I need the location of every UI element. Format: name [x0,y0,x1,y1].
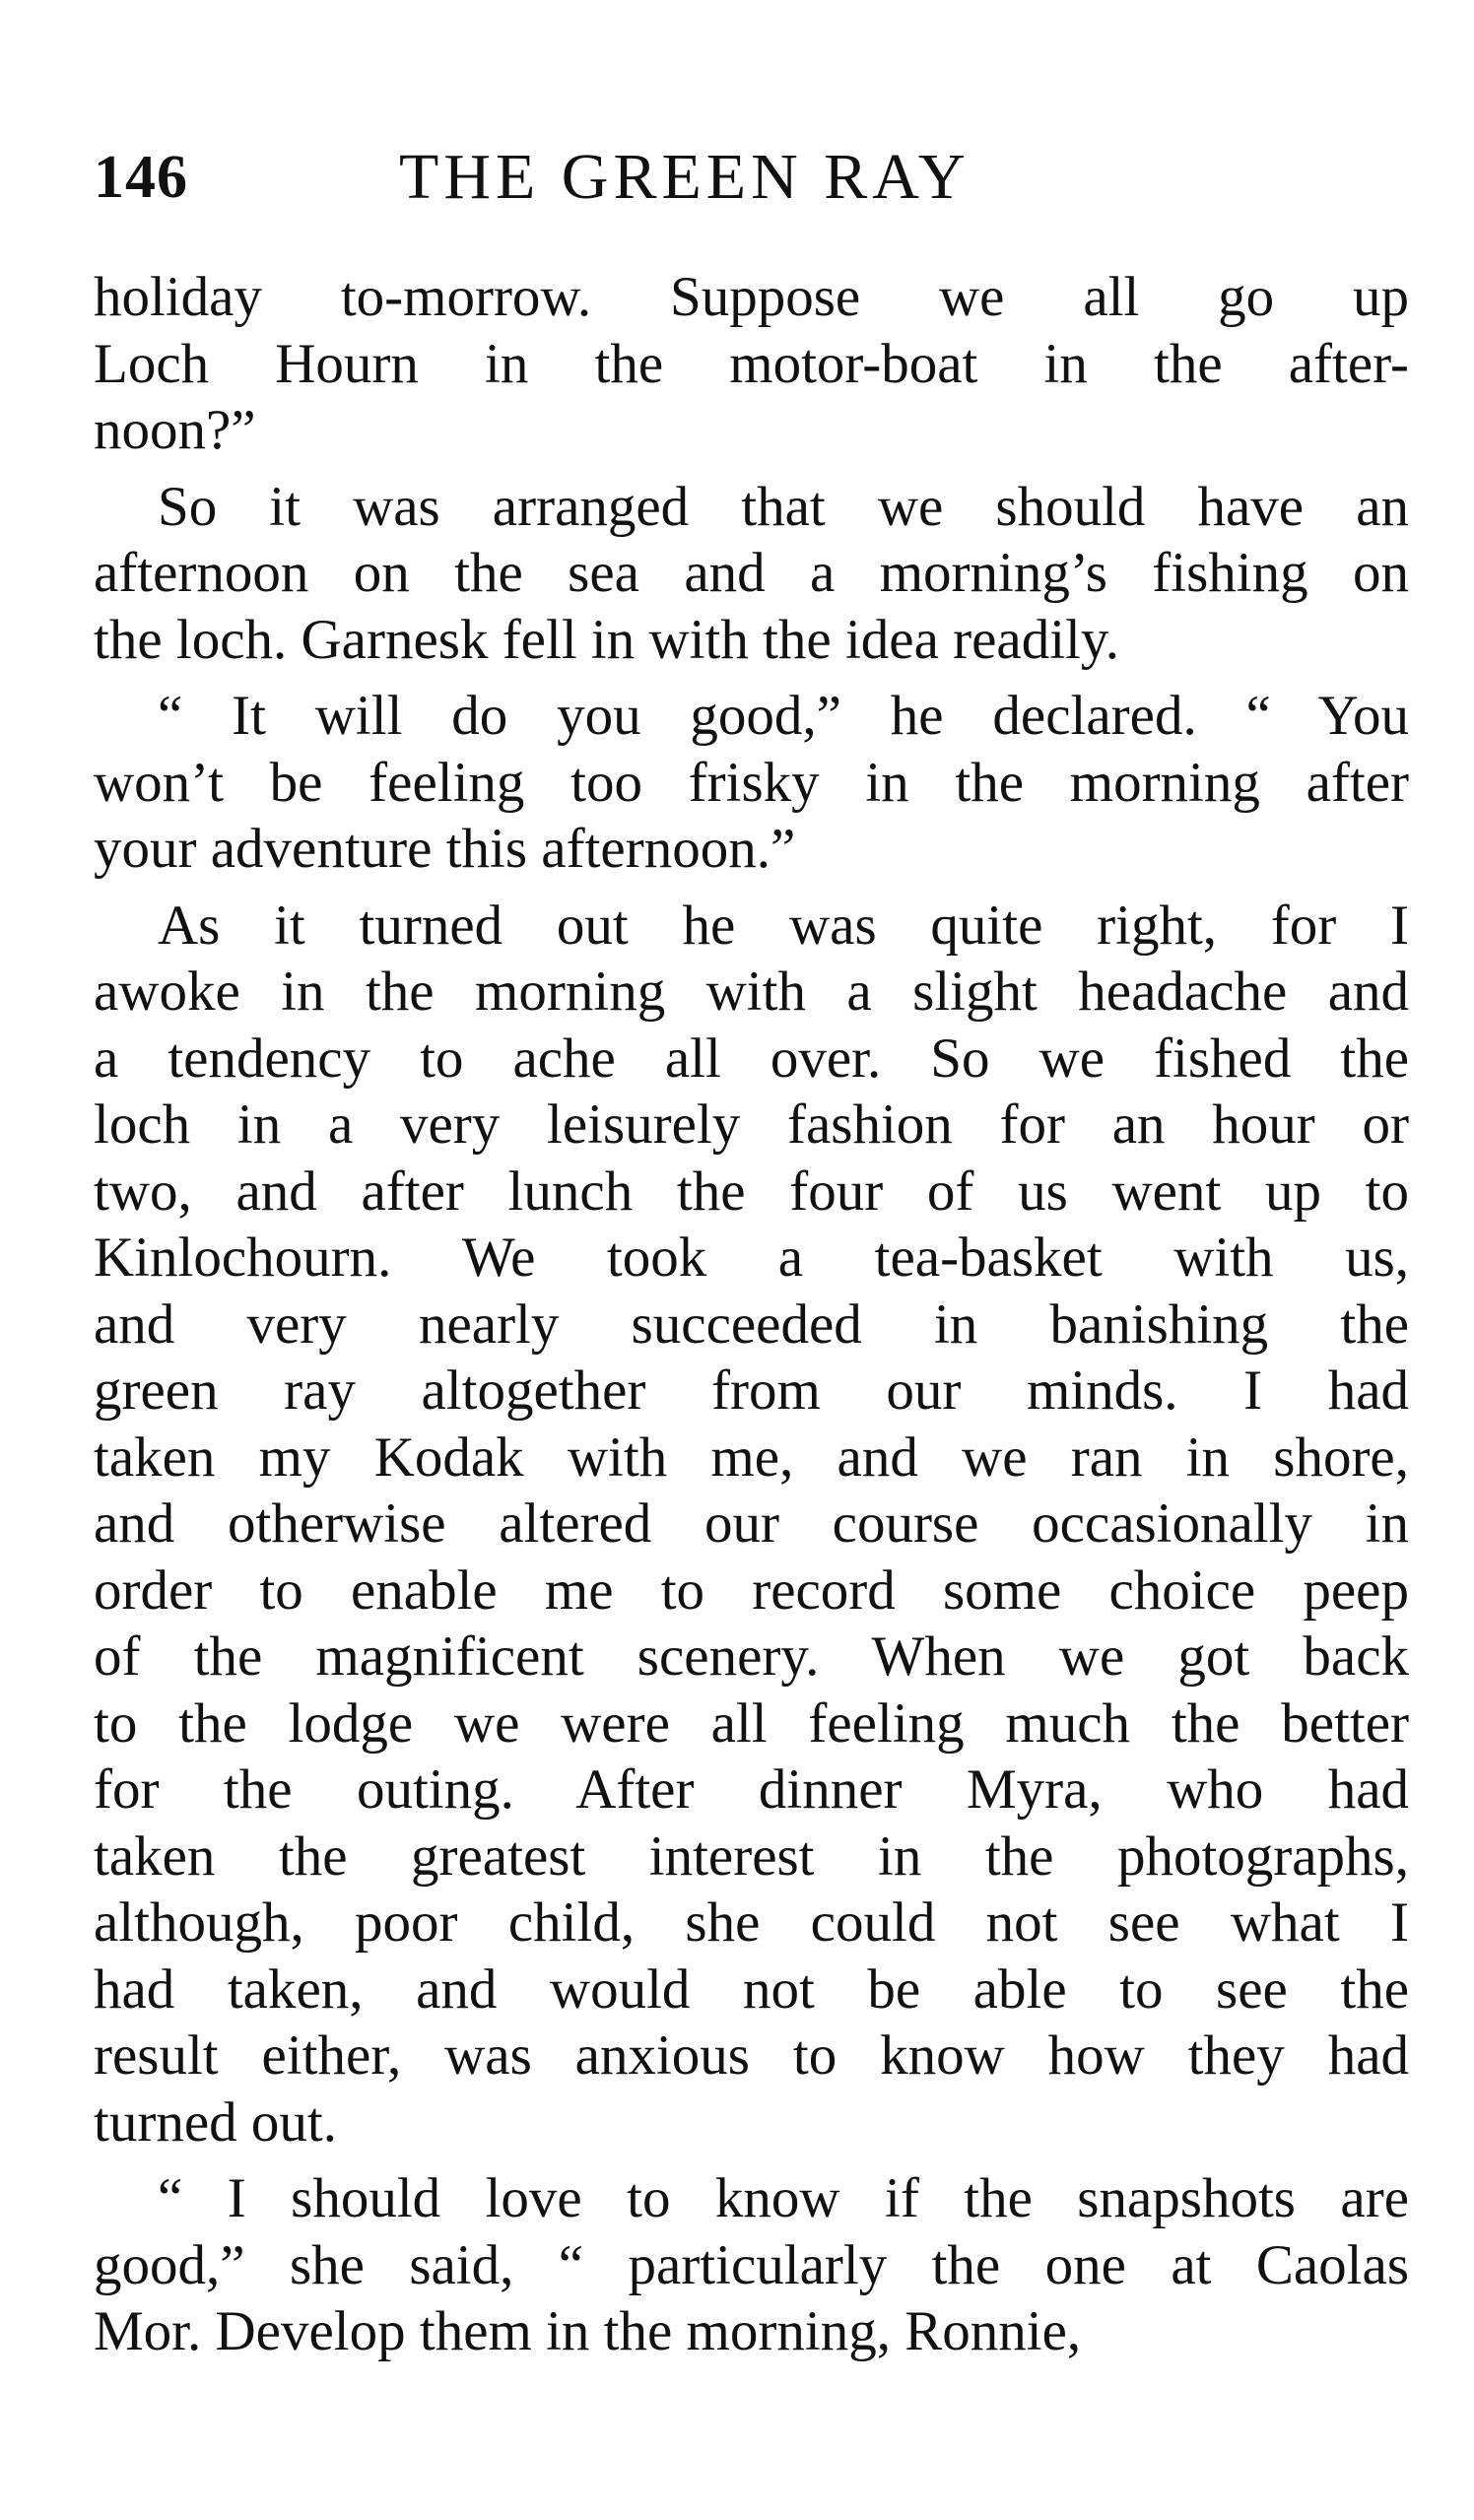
text-line: So it was arranged that we should have an [158,475,1409,538]
text-line: the loch. Garnesk fell in with the idea readily. [94,608,1119,671]
text-line: although, poor child, she could not see what I [94,1891,1409,1954]
paragraph [94,683,1409,883]
text-line: holiday to-morrow. Suppose we all go up [94,266,1409,328]
text-line: taken the greatest interest in the photographs, [94,1824,1409,1888]
text-line: two, and after lunch the four of us went up to [94,1160,1409,1223]
text-line: “ I should love to know if the snapshots are [158,2167,1409,2229]
text-line: had taken, and would not be able to see the [94,1957,1409,2021]
text-line: and very nearly succeeded in banishing the [94,1293,1409,1356]
text-line: As it turned out he was quite right, for I [158,894,1409,957]
text-line: Kinlochourn. We took a tea-basket with us, [94,1227,1409,1289]
text-line: awoke in the morning with a slight headache and [94,961,1409,1023]
page-header [94,138,1409,217]
paragraph [94,893,1409,2156]
paragraph [94,264,1409,464]
text-line: loch in a very leisurely fashion for an hour or [94,1094,1409,1156]
text-line: of the magnificent scenery. When we got back [94,1625,1409,1688]
text-line: noon?” [94,399,256,461]
body-text [94,264,1409,2375]
paragraph [94,2165,1409,2365]
text-line: a tendency to ache all over. So we fished the [94,1027,1409,1090]
page-number: 146 [94,144,188,211]
text-line: order to enable me to record some choice peep [94,1558,1409,1622]
text-line: result either, was anxious to know how they had [94,2024,1409,2087]
paragraph [94,474,1409,674]
text-line: and otherwise altered our course occasionally in [94,1492,1409,1555]
text-line: good,” she said, “ particularly the one at Caolas [94,2233,1409,2296]
text-line: your adventure this afternoon.” [94,818,796,880]
text-line: turned out. [94,2090,337,2154]
text-line: afternoon on the sea and a morning’s fishing on [94,542,1409,604]
running-head: THE GREEN RAY [399,141,971,213]
text-line: won’t be feeling too frisky in the morning after [94,751,1409,814]
text-line: to the lodge we were all feeling much the better [94,1691,1409,1755]
text-line: Loch Hourn in the motor-boat in the after- [94,332,1409,395]
text-line: Mor. Develop them in the morning, Ronnie, [94,2300,1082,2362]
text-line: green ray altogether from our minds. I had [94,1359,1409,1422]
text-line: for the outing. After dinner Myra, who had [94,1758,1409,1821]
text-line: taken my Kodak with me, and we ran in shore, [94,1426,1409,1489]
text-line: “ It will do you good,” he declared. “ You [158,685,1409,747]
